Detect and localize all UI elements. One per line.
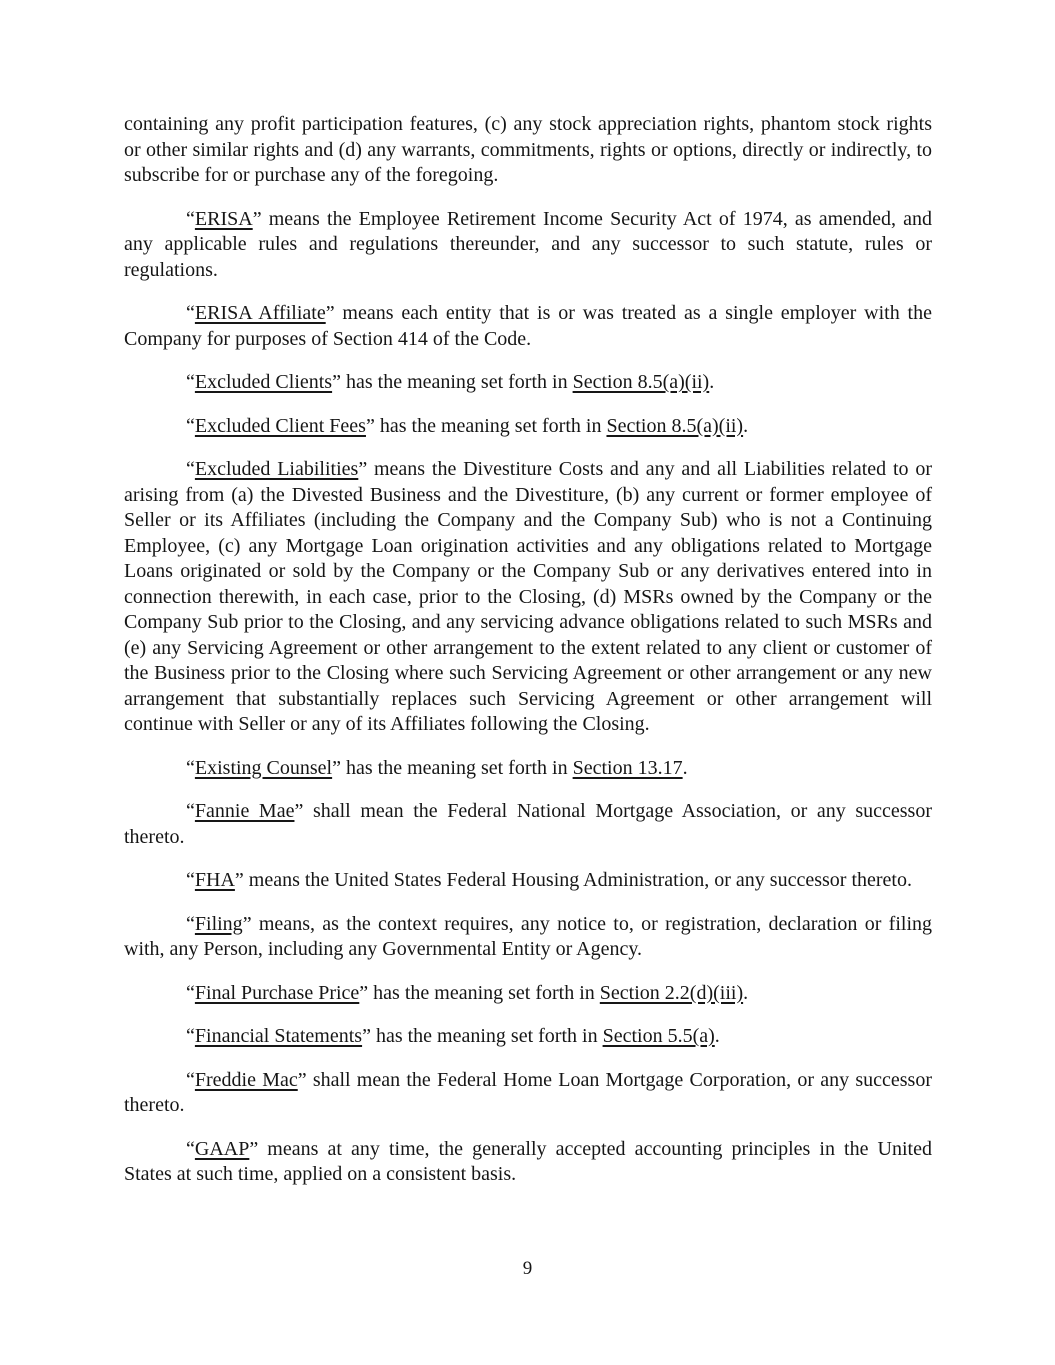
text-run: . — [709, 371, 715, 393]
text-run: “ — [186, 756, 195, 779]
text-run: “ — [186, 414, 195, 437]
paragraph — [124, 112, 932, 189]
paragraph — [124, 799, 932, 850]
defined-term: ERISA Affiliate — [194, 302, 326, 324]
defined-term: GAAP — [194, 1137, 250, 1160]
paragraph — [124, 301, 932, 352]
paragraph — [124, 1024, 932, 1050]
text-run: ” means, as the context requires, any notice to, or registration, declaration or filing with, any Person, including any Governmental Entity or Agency. — [124, 912, 932, 960]
text-run: “ — [186, 912, 195, 935]
section-reference: Section 2.2(d)(iii) — [599, 981, 744, 1004]
defined-term: Excluded Clients — [194, 371, 333, 393]
text-run: “ — [186, 458, 195, 480]
paragraph — [124, 457, 932, 738]
defined-term: Fannie Mae — [194, 800, 295, 822]
paragraph — [124, 1068, 932, 1119]
text-run: “ — [186, 207, 195, 230]
paragraph — [124, 981, 932, 1007]
paragraph — [124, 370, 932, 396]
text-run: ” means the United States Federal Housing Administration, or any successor thereto. — [234, 869, 912, 891]
defined-term: Excluded Liabilities — [194, 458, 359, 480]
text-run: ” has the meaning set forth in — [332, 756, 573, 779]
text-run: “ — [186, 800, 195, 822]
section-reference: Section 5.5(a) — [602, 1025, 715, 1047]
defined-term: Filing — [194, 912, 243, 935]
text-run: ” has the meaning set forth in — [365, 414, 607, 437]
document-body — [124, 112, 932, 1206]
text-run: “ — [186, 1137, 195, 1160]
page-number: 9 — [522, 1258, 533, 1279]
text-run: ” means at any time, the generally accepted accounting principles in the United States at such time, applied on a consistent basis. — [124, 1137, 932, 1185]
section-reference: Section 8.5(a)(ii) — [572, 371, 710, 393]
text-run: . — [743, 414, 749, 437]
text-run: “ — [186, 371, 195, 393]
paragraph — [124, 414, 932, 440]
paragraph — [124, 912, 932, 963]
text-run: ” has the meaning set forth in — [359, 981, 600, 1004]
paragraph — [124, 1137, 932, 1188]
text-run: ” shall mean the Federal Home Loan Mortgage Corporation, or any successor thereto. — [124, 1068, 932, 1116]
text-run: . — [743, 981, 749, 1004]
text-run: containing any profit participation features, (c) any stock appreciation rights, phantom stock rights or other similar rights and (d) any warrants, commitments, rights or options, directly or indirectly, to subscribe for or purchase any of the foregoing. — [124, 113, 932, 186]
defined-term: FHA — [194, 869, 235, 891]
text-run: “ — [186, 1068, 195, 1091]
text-run: . — [714, 1025, 720, 1047]
defined-term: Existing Counsel — [194, 756, 333, 779]
defined-term: Final Purchase Price — [194, 981, 360, 1004]
section-reference: Section 8.5(a)(ii) — [606, 414, 744, 437]
text-run: ” means the Divestiture Costs and any and all Liabilities related to or arising from (a) the Divested Business and the Divestiture, (b) any current or former employee of Seller or its Affiliates (including the Company and the Company Sub) who is not a Continuing Employee, (c) any Mortgage Loan origination activities and any obligations related to Mortgage Loans originated or sold by the Company or the Company Sub or any derivatives entered into in connection therewith, in each case, prior to the Closing, (d) MSRs owned by the Company or the Company Sub prior to the Closing, and any servicing advance obligations related to such MSRs and (e) any Servicing Agreement or other arrangement to the extent related to any client or customer of the Business prior to the Closing where such Servicing Agreement or other arrangement or any new arrangement that substantially replaces such Servicing Agreement or other arrangement will continue with Seller or any of its Affiliates following the Closing. — [124, 458, 932, 735]
defined-term: Financial Statements — [194, 1025, 363, 1047]
text-run: ” means each entity that is or was treated as a single employer with the Company for purposes of Section 414 of the Code. — [124, 302, 932, 350]
defined-term: ERISA — [194, 207, 253, 230]
defined-term: Excluded Client Fees — [194, 414, 366, 437]
section-reference: Section 13.17 — [572, 756, 683, 779]
text-run: “ — [186, 302, 195, 324]
text-run: ” has the meaning set forth in — [362, 1025, 603, 1047]
text-run: ” has the meaning set forth in — [332, 371, 573, 393]
text-run: . — [682, 756, 688, 779]
text-run: ” means the Employee Retirement Income Security Act of 1974, as amended, and any applicable rules and regulations thereunder, and any successor to such statute, rules or regulations. — [124, 207, 932, 281]
paragraph — [124, 756, 932, 782]
paragraph — [124, 868, 932, 894]
text-run: ” shall mean the Federal National Mortgage Association, or any successor thereto. — [124, 800, 932, 848]
text-run: “ — [186, 1025, 195, 1047]
text-run: “ — [186, 869, 195, 891]
paragraph — [124, 207, 932, 284]
defined-term: Freddie Mac — [194, 1068, 298, 1091]
text-run: “ — [186, 981, 195, 1004]
